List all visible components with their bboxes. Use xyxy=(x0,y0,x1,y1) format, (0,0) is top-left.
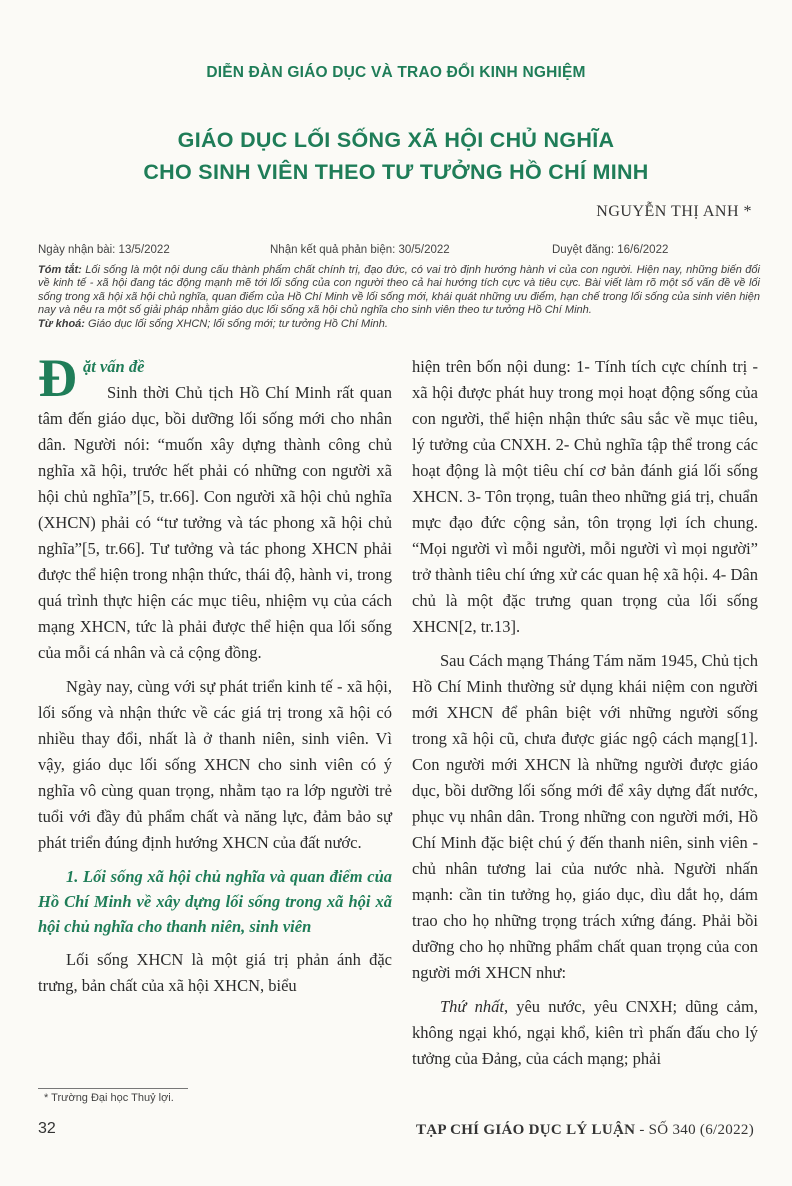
right-paragraph-2: Sau Cách mạng Tháng Tám năm 1945, Chủ tịch Hồ Chí Minh thường sử dụng khái niệm con người mới XHCN để phân biệt với những người sống trong xã hội cũ, chưa được giác ngộ cách mạng[1]. Con người mới XHCN là những người được giáo dục, bồi dưỡng lối sống mới để xây dựng đất nước, phục vụ nhân dân. Trong những con người mới, Hồ Chí Minh đặc biệt chú ý đến thanh niên, sinh viên - chủ nhân tương lai của nước nhà. Người nhấn mạnh: cần tin tưởng họ, giáo dục, dìu dắt họ, dám trao cho họ những trọng trách xứng đáng. Phải bồi dưỡng cho họ những phẩm chất quan trọng của con người mới XHCN như: xyxy=(412,651,758,982)
abstract-label: Tóm tắt: xyxy=(38,264,82,276)
right-paragraph-3 xyxy=(412,994,758,1072)
footnote-divider xyxy=(38,1088,188,1089)
article-title-line-1: GIÁO DỤC LỐI SỐNG XÃ HỘI CHỦ NGHĨA xyxy=(177,128,615,152)
section-header: DIỄN ĐÀN GIÁO DỤC VÀ TRAO ĐỔI KINH NGHIỆM xyxy=(206,64,586,81)
article-title-line-2: CHO SINH VIÊN THEO TƯ TƯỞNG HỒ CHÍ MINH xyxy=(143,160,649,184)
footnote: * Trường Đại học Thuỷ lợi. xyxy=(44,1092,174,1104)
paragraph-3: Lối sống XHCN là một giá trị phản ánh đặc trưng, bản chất của xã hội XHCN, biểu xyxy=(38,950,392,995)
paragraph-2: Ngày nay, cùng với sự phát triển kinh tế - xã hội, lối sống và nhận thức về các giá trị trong xã hội có nhiều thay đổi, nhất là ở thanh niên, sinh viên. Vì vậy, giáo dục lối sống XHCN cho sinh viên có ý nghĩa vô cùng quan trọng, nhằm tạo ra lớp người trẻ tuổi với đầy đủ phẩm chất và năng lực, đảm bảo sự phát triển đúng định hướng XHCN của đất nước. xyxy=(38,677,392,852)
keywords-label: Từ khoá: xyxy=(38,317,85,330)
right-column xyxy=(412,354,758,1080)
first-point-label: Thứ nhất xyxy=(440,997,504,1016)
journal-name: TẠP CHÍ GIÁO DỤC LÝ LUẬN xyxy=(415,1122,636,1138)
drop-cap: Đ xyxy=(38,348,77,408)
received-date: Ngày nhận bài: 13/5/2022 xyxy=(38,244,170,256)
page-number: 32 xyxy=(38,1120,56,1137)
journal-issue: - SỐ 340 (6/2022) xyxy=(635,1122,754,1138)
intro-heading: ặt vấn đề xyxy=(83,357,145,376)
section-1-heading: 1. Lối sống xã hội chủ nghĩa và quan điểm của Hồ Chí Minh về xây dựng lối sống trong xã hội xã hội chủ nghĩa cho thanh niên, sinh viên xyxy=(38,867,392,936)
intro-paragraph: Sinh thời Chủ tịch Hồ Chí Minh rất quan tâm đến giáo dục, bồi dưỡng lối sống mới cho nhân dân. Người nói: “muốn xây dựng thành công chủ nghĩa xã hội, trước hết phải có những con người xã hội chủ nghĩa”[5, tr.66]. Con người xã hội chủ nghĩa (XHCN) phải có “tư tưởng và tác phong xã hội chủ nghĩa”[5, tr.66]. Tư tưởng và tác phong XHCN phải được thể hiện trong nhận thức, thái độ, hành vi, trong quá trình thực hiện các mục tiêu, nhiệm vụ của cách mạng XHCN, tức là phải được thể hiện qua lối sống của mỗi cá nhân và cả cộng đồng. xyxy=(38,383,392,662)
abstract-text: Lối sống là một nội dung cấu thành phẩm chất chính trị, đạo đức, có vai trò định hướng hành vi của con người. Hiện nay, những biến đổi về kinh tế - xã hội đang tác động mạnh mẽ tới lối sống của con người theo cả hai hướng tích cực và tiêu cực. Bài viết làm rõ một số vấn đề về lối sống trong xã hội xã hội chủ nghĩa, quan điểm của Hồ Chí Minh về lối sống mới, khái quát những ưu điểm, hạn chế trong lối sống của sinh viên hiện nay và nêu ra một số giải pháp nhằm giáo dục lối sống xã hội chủ nghĩa cho sinh viên theo tư tưởng Hồ Chí Minh. xyxy=(38,264,760,317)
left-column xyxy=(38,348,392,1007)
approval-date: Duyệt đăng: 16/6/2022 xyxy=(552,244,669,256)
author-name: NGUYỄN THỊ ANH * xyxy=(596,203,752,220)
journal-footer xyxy=(416,1122,754,1139)
first-point-text: , yêu nước, yêu CNXH; dũng cảm, không ngại khó, ngại khổ, kiên trì phấn đấu cho lý tưởng của Đảng, của cách mạng; phải xyxy=(412,997,758,1068)
keywords-text: Giáo dục lối sống XHCN; lối sống mới; tư tưởng Hồ Chí Minh. xyxy=(88,317,388,330)
abstract xyxy=(38,264,760,331)
right-paragraph-1: hiện trên bốn nội dung: 1- Tính tích cực chính trị - xã hội được phát huy trong mọi hoạt động sống của con người, thể hiện nhận thức sâu sắc về mục tiêu, lý tưởng của CNXH. 2- Chủ nghĩa tập thể trong các hoạt động là một tiêu chí cơ bản đánh giá lối sống XHCN. 3- Tôn trọng, tuân theo những giá trị, chuẩn mực đạo đức cộng sản, tôn trọng lợi ích chung. “Mọi người vì mỗi người, mỗi người vì mọi người” trở thành tiêu chí ứng xử các quan hệ xã hội. 4- Dân chủ là một đặc trưng quan trọng của lối sống XHCN[2, tr.13]. xyxy=(412,357,758,636)
review-date: Nhận kết quả phản biện: 30/5/2022 xyxy=(270,244,450,256)
